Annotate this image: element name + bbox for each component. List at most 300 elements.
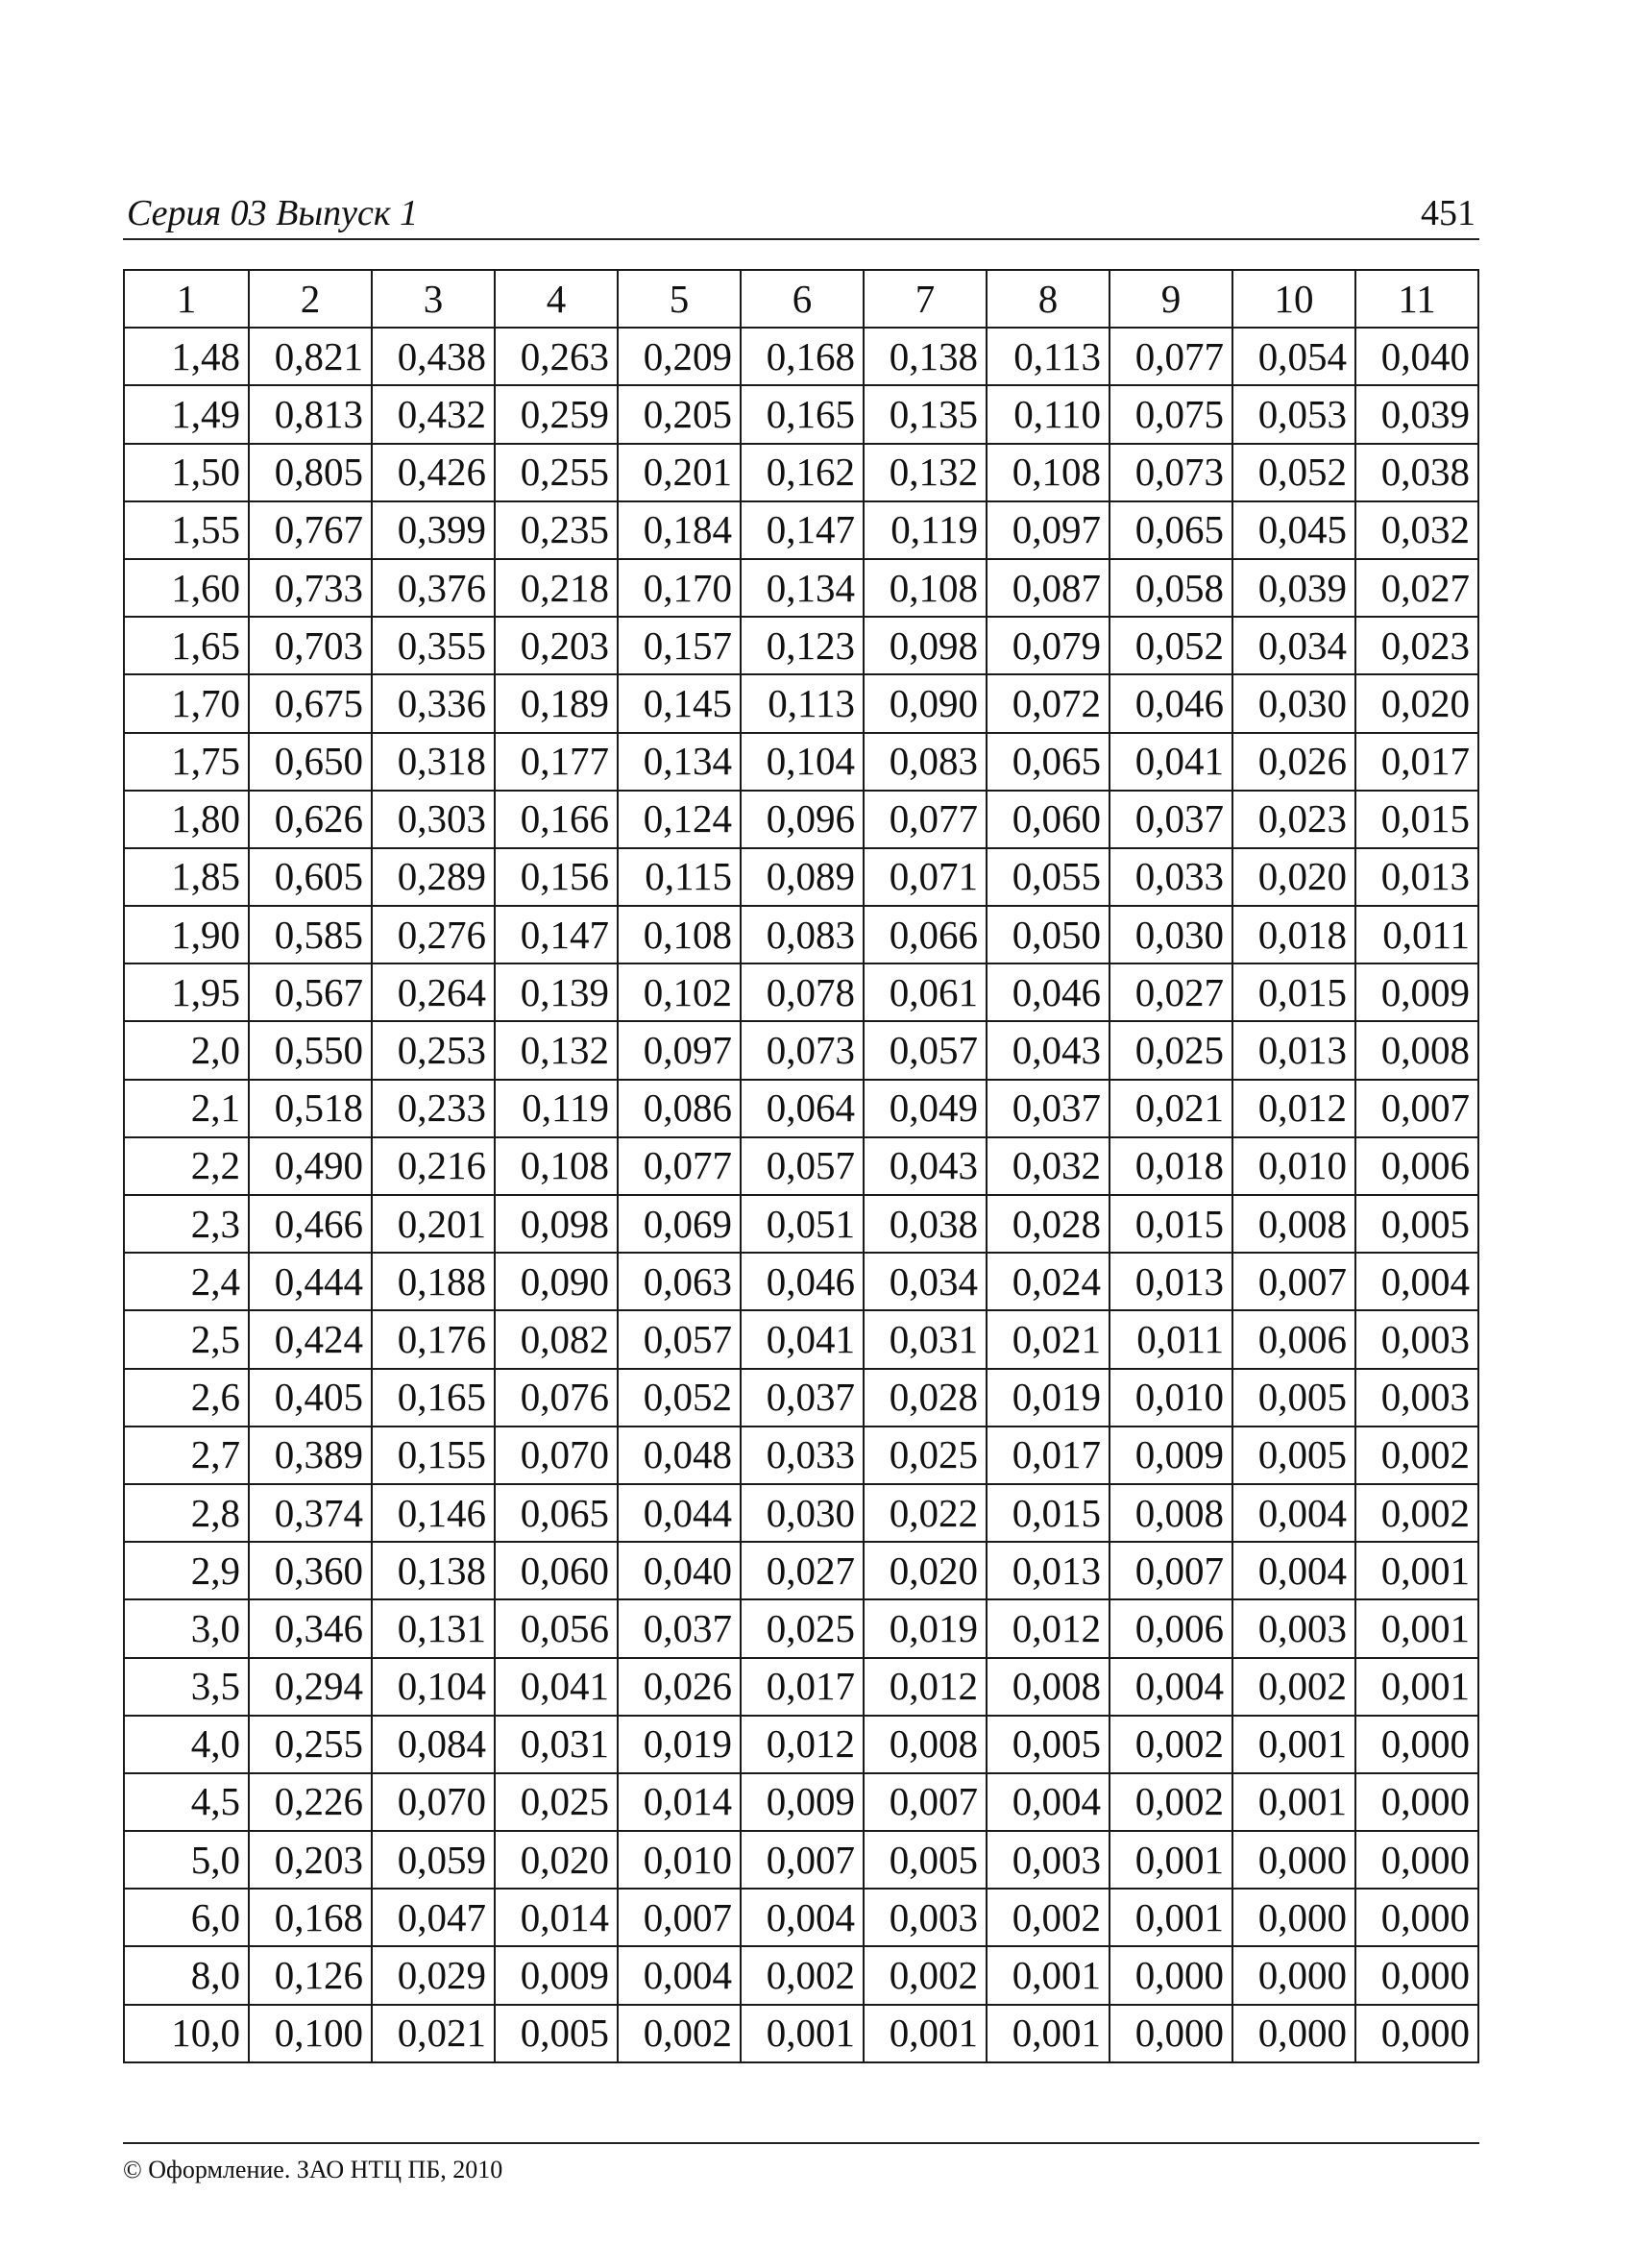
table-cell: 0,077 [618,1137,741,1195]
row-label-cell: 3,5 [124,1658,249,1716]
table-cell: 0,021 [987,1310,1110,1368]
table-cell: 0,108 [495,1137,618,1195]
table-cell: 0,003 [864,1889,987,1946]
table-cell: 0,005 [1232,1369,1355,1427]
table-cell: 0,020 [1355,674,1478,732]
table-cell: 0,070 [495,1427,618,1484]
row-label-cell: 4,0 [124,1716,249,1773]
table-cell: 0,073 [741,1021,864,1079]
table-cell: 0,069 [618,1195,741,1253]
table-cell: 0,003 [987,1831,1110,1889]
table-cell: 0,030 [1110,906,1232,963]
table-cell: 0,703 [249,617,372,674]
table-cell: 0,205 [618,385,741,443]
table-cell: 0,040 [1355,328,1478,385]
table-cell: 0,009 [1110,1427,1232,1484]
table-cell: 0,018 [1110,1137,1232,1195]
table-cell: 0,259 [495,385,618,443]
table-cell: 0,028 [987,1195,1110,1253]
table-cell: 0,025 [864,1427,987,1484]
table-cell: 0,115 [618,848,741,906]
row-label-cell: 1,48 [124,328,249,385]
table-cell: 0,014 [618,1773,741,1831]
table-cell: 0,294 [249,1658,372,1716]
column-header: 7 [864,270,987,328]
table-cell: 0,008 [987,1658,1110,1716]
table-cell: 0,007 [1232,1253,1355,1310]
table-cell: 0,131 [372,1599,495,1657]
table-cell: 0,015 [1232,963,1355,1021]
table-cell: 0,053 [1232,385,1355,443]
table-row [124,906,1478,963]
table-cell: 0,585 [249,906,372,963]
table-cell: 0,096 [741,791,864,848]
row-label-cell: 2,6 [124,1369,249,1427]
table-cell: 0,203 [495,617,618,674]
table-cell: 0,037 [618,1599,741,1657]
table-cell: 0,189 [495,674,618,732]
table-row [124,1253,1478,1310]
table-cell: 0,057 [741,1137,864,1195]
table-cell: 0,011 [1110,1310,1232,1368]
table-cell: 0,007 [864,1773,987,1831]
table-cell: 0,000 [1232,2005,1355,2062]
row-label-cell: 8,0 [124,1946,249,2004]
table-cell: 0,108 [987,444,1110,501]
table-row [124,963,1478,1021]
table-cell: 0,004 [1232,1484,1355,1542]
table-cell: 0,055 [987,848,1110,906]
table-cell: 0,041 [1110,733,1232,791]
table-cell: 0,318 [372,733,495,791]
row-label-cell: 2,9 [124,1542,249,1599]
page-number: 451 [1421,193,1475,233]
table-cell: 0,110 [987,385,1110,443]
table-cell: 0,626 [249,791,372,848]
table-cell: 0,011 [1355,906,1478,963]
table-cell: 0,168 [741,328,864,385]
table-cell: 0,022 [864,1484,987,1542]
table-cell: 0,079 [987,617,1110,674]
table-cell: 0,155 [372,1427,495,1484]
table-cell: 0,013 [1355,848,1478,906]
table-cell: 0,030 [741,1484,864,1542]
table-cell: 0,004 [741,1889,864,1946]
table-cell: 0,000 [1355,1946,1478,2004]
table-cell: 0,567 [249,963,372,1021]
table-cell: 0,405 [249,1369,372,1427]
table-cell: 0,216 [372,1137,495,1195]
table-cell: 0,087 [987,559,1110,617]
row-label-cell: 2,2 [124,1137,249,1195]
table-row [124,1831,1478,1889]
table-cell: 0,124 [618,791,741,848]
table-cell: 0,002 [741,1946,864,2004]
table-row [124,791,1478,848]
table-cell: 0,090 [495,1253,618,1310]
table-cell: 0,126 [249,1946,372,2004]
table-cell: 0,065 [495,1484,618,1542]
table-cell: 0,000 [1232,1831,1355,1889]
table-cell: 0,065 [1110,501,1232,559]
table-cell: 0,376 [372,559,495,617]
row-label-cell: 1,75 [124,733,249,791]
table-cell: 0,010 [1110,1369,1232,1427]
table-cell: 0,046 [741,1253,864,1310]
row-label-cell: 3,0 [124,1599,249,1657]
table-cell: 0,605 [249,848,372,906]
table-cell: 0,008 [1355,1021,1478,1079]
table-cell: 0,031 [495,1716,618,1773]
table-cell: 0,098 [864,617,987,674]
table-cell: 0,002 [1355,1427,1478,1484]
table-cell: 0,017 [741,1658,864,1716]
data-table [123,269,1479,2063]
column-header: 3 [372,270,495,328]
table-cell: 0,139 [495,963,618,1021]
column-header: 4 [495,270,618,328]
table-cell: 0,004 [1232,1542,1355,1599]
table-cell: 0,007 [1110,1542,1232,1599]
row-label-cell: 2,7 [124,1427,249,1484]
table-row [124,1369,1478,1427]
table-cell: 0,009 [1355,963,1478,1021]
table-cell: 0,005 [1232,1427,1355,1484]
table-cell: 0,063 [618,1253,741,1310]
table-cell: 0,015 [1110,1195,1232,1253]
table-cell: 0,018 [1232,906,1355,963]
table-cell: 0,008 [1232,1195,1355,1253]
footer-rule [123,2142,1479,2144]
table-cell: 0,020 [495,1831,618,1889]
table-cell: 0,002 [618,2005,741,2062]
table-cell: 0,255 [495,444,618,501]
table-cell: 0,027 [741,1542,864,1599]
table-cell: 0,104 [741,733,864,791]
row-label-cell: 2,3 [124,1195,249,1253]
table-cell: 0,000 [1110,1946,1232,2004]
table-cell: 0,005 [1355,1195,1478,1253]
table-cell: 0,156 [495,848,618,906]
table-cell: 0,000 [1232,1889,1355,1946]
table-cell: 0,047 [372,1889,495,1946]
table-cell: 0,057 [618,1310,741,1368]
table-cell: 0,019 [618,1716,741,1773]
table-cell: 0,043 [987,1021,1110,1079]
column-header: 2 [249,270,372,328]
footer-copyright: © Оформление. ЗАО НТЦ ПБ, 2010 [123,2156,503,2183]
table-cell: 0,438 [372,328,495,385]
table-cell: 0,276 [372,906,495,963]
table-cell: 0,000 [1355,1716,1478,1773]
table-cell: 0,001 [1232,1773,1355,1831]
table-cell: 0,001 [1110,1889,1232,1946]
table-cell: 0,028 [864,1369,987,1427]
column-header: 1 [124,270,249,328]
table-cell: 0,039 [1232,559,1355,617]
table-cell: 0,049 [864,1080,987,1137]
table-cell: 0,201 [372,1195,495,1253]
table-cell: 0,032 [987,1137,1110,1195]
table-cell: 0,263 [495,328,618,385]
table-cell: 0,162 [741,444,864,501]
table-row [124,674,1478,732]
table-cell: 0,097 [618,1021,741,1079]
table-cell: 0,033 [1110,848,1232,906]
table-cell: 0,113 [741,674,864,732]
table-cell: 0,002 [987,1889,1110,1946]
table-row [124,733,1478,791]
table-cell: 0,134 [618,733,741,791]
table-cell: 0,000 [1110,2005,1232,2062]
table-cell: 0,303 [372,791,495,848]
table-cell: 0,104 [372,1658,495,1716]
table-cell: 0,177 [495,733,618,791]
table-cell: 0,030 [1232,674,1355,732]
table-row [124,385,1478,443]
table-cell: 0,000 [1355,1889,1478,1946]
table-cell: 0,015 [1355,791,1478,848]
table-cell: 0,007 [618,1889,741,1946]
table-cell: 0,051 [741,1195,864,1253]
table-cell: 0,090 [864,674,987,732]
table-cell: 0,119 [864,501,987,559]
table-cell: 0,044 [618,1484,741,1542]
table-cell: 0,023 [1232,791,1355,848]
table-cell: 0,108 [864,559,987,617]
table-cell: 0,132 [864,444,987,501]
table-cell: 0,052 [1232,444,1355,501]
table-cell: 0,084 [372,1716,495,1773]
table-cell: 0,003 [1355,1310,1478,1368]
table-cell: 0,097 [987,501,1110,559]
table-cell: 0,184 [618,501,741,559]
table-cell: 0,013 [987,1542,1110,1599]
table-cell: 0,078 [741,963,864,1021]
table-cell: 0,001 [987,1946,1110,2004]
table-cell: 0,000 [1232,1946,1355,2004]
table-cell: 0,253 [372,1021,495,1079]
table-cell: 0,002 [1110,1773,1232,1831]
table-cell: 0,264 [372,963,495,1021]
table-cell: 0,013 [1110,1253,1232,1310]
row-label-cell: 1,50 [124,444,249,501]
table-row [124,617,1478,674]
table-cell: 0,025 [1110,1021,1232,1079]
table-row [124,1310,1478,1368]
column-header: 6 [741,270,864,328]
table-row [124,1195,1478,1253]
row-label-cell: 4,5 [124,1773,249,1831]
table-cell: 0,005 [987,1716,1110,1773]
table-cell: 0,255 [249,1716,372,1773]
table-cell: 0,027 [1355,559,1478,617]
table-cell: 0,389 [249,1427,372,1484]
table-row [124,1599,1478,1657]
table-cell: 0,021 [1110,1080,1232,1137]
table-row [124,559,1478,617]
row-label-cell: 1,80 [124,791,249,848]
table-cell: 0,041 [741,1310,864,1368]
table-cell: 0,432 [372,385,495,443]
table-cell: 0,157 [618,617,741,674]
table-cell: 0,032 [1355,501,1478,559]
table-cell: 0,675 [249,674,372,732]
column-header: 5 [618,270,741,328]
table-cell: 0,031 [864,1310,987,1368]
column-header: 11 [1355,270,1478,328]
row-label-cell: 2,4 [124,1253,249,1310]
table-cell: 0,813 [249,385,372,443]
table-cell: 0,012 [741,1716,864,1773]
table-cell: 0,009 [495,1946,618,2004]
row-label-cell: 1,55 [124,501,249,559]
table-cell: 0,005 [864,1831,987,1889]
table-cell: 0,075 [1110,385,1232,443]
table-cell: 0,065 [987,733,1110,791]
table-cell: 0,119 [495,1080,618,1137]
table-cell: 0,012 [987,1599,1110,1657]
table-cell: 0,374 [249,1484,372,1542]
table-cell: 0,041 [495,1658,618,1716]
table-cell: 0,033 [741,1427,864,1484]
table-cell: 0,040 [618,1542,741,1599]
table-cell: 0,001 [1110,1831,1232,1889]
table-cell: 0,002 [1355,1484,1478,1542]
table-cell: 0,424 [249,1310,372,1368]
table-cell: 0,050 [987,906,1110,963]
table-cell: 0,002 [1110,1716,1232,1773]
table-cell: 0,733 [249,559,372,617]
table-row [124,1484,1478,1542]
table-cell: 0,201 [618,444,741,501]
table-cell: 0,073 [1110,444,1232,501]
table-cell: 0,026 [618,1658,741,1716]
table-cell: 0,071 [864,848,987,906]
table-cell: 0,132 [495,1021,618,1079]
table-cell: 0,289 [372,848,495,906]
table-cell: 0,015 [987,1484,1110,1542]
table-row [124,848,1478,906]
table-row [124,328,1478,385]
table-cell: 0,821 [249,328,372,385]
table-cell: 0,034 [864,1253,987,1310]
row-label-cell: 1,85 [124,848,249,906]
table-cell: 0,767 [249,501,372,559]
table-cell: 0,017 [987,1427,1110,1484]
table-cell: 0,490 [249,1137,372,1195]
table-cell: 0,061 [864,963,987,1021]
table-cell: 0,147 [741,501,864,559]
table-cell: 0,001 [1355,1542,1478,1599]
row-label-cell: 1,70 [124,674,249,732]
row-label-cell: 2,8 [124,1484,249,1542]
table-row [124,1716,1478,1773]
table-cell: 0,058 [1110,559,1232,617]
table-cell: 0,037 [741,1369,864,1427]
row-label-cell: 1,60 [124,559,249,617]
table-cell: 0,039 [1355,385,1478,443]
table-cell: 0,082 [495,1310,618,1368]
table-cell: 0,060 [495,1542,618,1599]
table-cell: 0,346 [249,1599,372,1657]
table-cell: 0,019 [864,1599,987,1657]
table-row [124,2005,1478,2062]
table-cell: 0,076 [495,1369,618,1427]
table-cell: 0,023 [1355,617,1478,674]
table-cell: 0,166 [495,791,618,848]
table-cell: 0,188 [372,1253,495,1310]
table-cell: 0,012 [1232,1080,1355,1137]
table-cell: 0,805 [249,444,372,501]
table-cell: 0,145 [618,674,741,732]
table-cell: 0,001 [1232,1716,1355,1773]
table-cell: 0,017 [1355,733,1478,791]
page-header [123,188,1479,240]
table-cell: 0,019 [987,1369,1110,1427]
table-cell: 0,054 [1232,328,1355,385]
table-cell: 0,003 [1355,1369,1478,1427]
table-cell: 0,006 [1232,1310,1355,1368]
row-label-cell: 1,95 [124,963,249,1021]
table-cell: 0,026 [1232,733,1355,791]
table-cell: 0,218 [495,559,618,617]
table-cell: 0,100 [249,2005,372,2062]
table-cell: 0,170 [618,559,741,617]
table-cell: 0,001 [864,2005,987,2062]
table-cell: 0,146 [372,1484,495,1542]
table-cell: 0,135 [864,385,987,443]
table-cell: 0,226 [249,1773,372,1831]
table-cell: 0,360 [249,1542,372,1599]
table-cell: 0,025 [741,1599,864,1657]
table-row [124,1021,1478,1079]
table-cell: 0,134 [741,559,864,617]
table-row [124,1542,1478,1599]
table-cell: 0,066 [864,906,987,963]
table-cell: 0,038 [864,1195,987,1253]
row-label-cell: 1,49 [124,385,249,443]
column-header: 10 [1232,270,1355,328]
row-label-cell: 2,5 [124,1310,249,1368]
table-cell: 0,083 [741,906,864,963]
table-cell: 0,034 [1232,617,1355,674]
table-cell: 0,038 [1355,444,1478,501]
table-cell: 0,009 [741,1773,864,1831]
table-cell: 0,059 [372,1831,495,1889]
table-cell: 0,046 [1110,674,1232,732]
table-cell: 0,006 [1110,1599,1232,1657]
table-cell: 0,518 [249,1080,372,1137]
table-cell: 0,004 [1355,1253,1478,1310]
table-cell: 0,001 [1355,1658,1478,1716]
table-cell: 0,077 [1110,328,1232,385]
table-row [124,1889,1478,1946]
table-cell: 0,123 [741,617,864,674]
row-label-cell: 10,0 [124,2005,249,2062]
table-cell: 0,147 [495,906,618,963]
table-row [124,1427,1478,1484]
table-cell: 0,000 [1355,2005,1478,2062]
table-cell: 0,008 [864,1716,987,1773]
table-row [124,444,1478,501]
table-cell: 0,077 [864,791,987,848]
table-cell: 0,098 [495,1195,618,1253]
column-header: 9 [1110,270,1232,328]
table-cell: 0,001 [1355,1599,1478,1657]
table-cell: 0,004 [1110,1658,1232,1716]
table-cell: 0,550 [249,1021,372,1079]
